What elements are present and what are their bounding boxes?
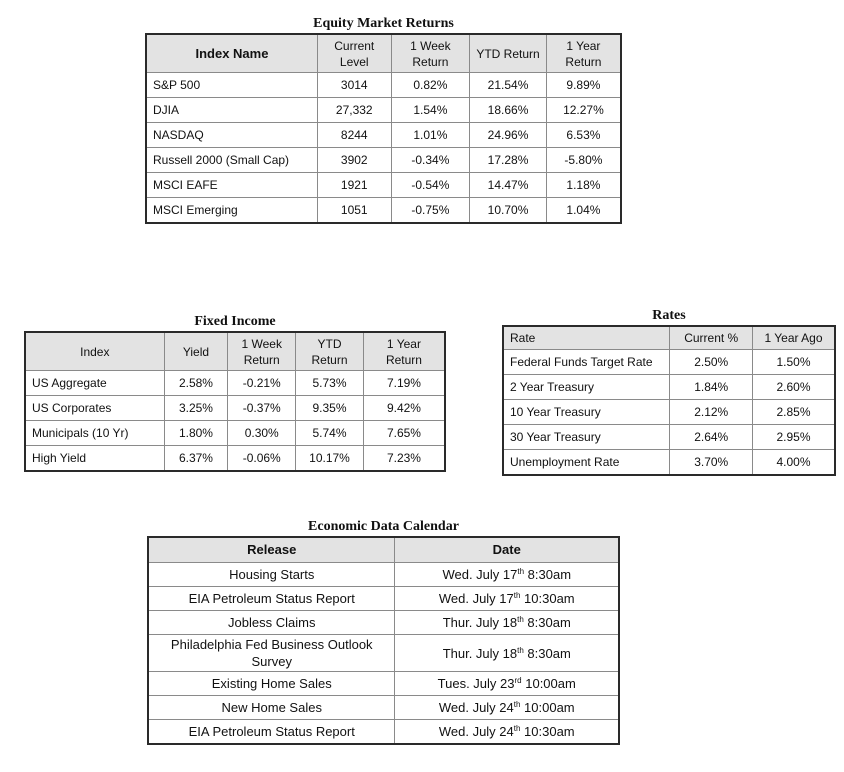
header-date: Date [395,537,619,563]
current-percent-cell: 1.84% [670,375,753,400]
date-time: 8:30am [524,567,572,582]
week-return-cell: -0.75% [391,198,470,224]
table-row [148,611,619,635]
rate-name-cell: Unemployment Rate [503,450,670,476]
table-row [25,371,445,396]
header-ytd-return: YTD Return [296,332,364,371]
header-yield: Yield [164,332,228,371]
week-return-cell: -0.21% [228,371,296,396]
header-index-name: Index Name [146,34,317,73]
date-text: Tues. July 23 [437,676,515,691]
date-text: Wed. July 24 [438,724,514,739]
ytd-return-cell: 10.17% [296,446,364,472]
week-return-cell: 0.82% [391,73,470,98]
index-name-cell: Russell 2000 (Small Cap) [146,148,317,173]
date-time: 10:00am [520,700,575,715]
year-ago-cell: 2.85% [753,400,836,425]
table-row [148,563,619,587]
header-1-year-ago: 1 Year Ago [753,326,836,350]
rate-name-cell: 10 Year Treasury [503,400,670,425]
date-ordinal: th [513,724,521,733]
table-row [503,400,835,425]
ytd-return-cell: 14.47% [470,173,547,198]
table-row [148,720,619,745]
date-cell [395,587,619,611]
year-return-cell: 1.18% [546,173,621,198]
index-name-cell: MSCI EAFE [146,173,317,198]
date-cell [395,563,619,587]
date-text: Wed. July 17 [442,567,518,582]
header-1-week-return: 1 Week Return [391,34,470,73]
week-return-cell: 1.54% [391,98,470,123]
date-text: Thur. July 18 [442,615,518,630]
yield-cell: 3.25% [164,396,228,421]
header-1-week-return: 1 Week Return [228,332,296,371]
current-level-cell: 1051 [317,198,391,224]
date-time: 10:30am [520,591,575,606]
ytd-return-cell: 21.54% [470,73,547,98]
rates-title: Rates [652,308,686,323]
year-return-cell: 7.23% [363,446,445,472]
table-row [503,375,835,400]
year-return-cell: 7.19% [363,371,445,396]
current-percent-cell: 2.50% [670,350,753,375]
header-1-year-return: 1 Year Return [363,332,445,371]
table-row [25,446,445,472]
index-name-cell: NASDAQ [146,123,317,148]
week-return-cell: -0.34% [391,148,470,173]
release-cell: New Home Sales [148,696,395,720]
table-row [503,425,835,450]
year-return-cell: 6.53% [546,123,621,148]
current-level-cell: 1921 [317,173,391,198]
year-return-cell: 12.27% [546,98,621,123]
equity-header-row [146,34,621,73]
table-row [146,148,621,173]
table-row [25,396,445,421]
rates-section [502,307,836,476]
date-cell [395,720,619,745]
date-ordinal: th [517,645,524,655]
calendar-header-row [148,537,619,563]
release-cell: Jobless Claims [148,611,395,635]
equity-returns-section [145,15,622,224]
date-ordinal: th [513,591,521,600]
year-ago-cell: 4.00% [753,450,836,476]
rate-name-cell: Federal Funds Target Rate [503,350,670,375]
week-return-cell: -0.54% [391,173,470,198]
rates-header-row [503,326,835,350]
fixed-income-section [24,313,446,472]
index-cell: US Corporates [25,396,164,421]
current-percent-cell: 2.12% [670,400,753,425]
date-time: 10:00am [521,676,576,691]
table-row [146,198,621,224]
ytd-return-cell: 5.74% [296,421,364,446]
header-release: Release [148,537,395,563]
header-current-percent: Current % [670,326,753,350]
year-return-cell: 9.89% [546,73,621,98]
rates-table [502,325,836,476]
current-level-cell: 8244 [317,123,391,148]
date-time: 10:30am [520,724,575,739]
year-ago-cell: 2.60% [753,375,836,400]
year-ago-cell: 1.50% [753,350,836,375]
ytd-return-cell: 10.70% [470,198,547,224]
current-percent-cell: 3.70% [670,450,753,476]
ytd-return-cell: 5.73% [296,371,364,396]
current-percent-cell: 2.64% [670,425,753,450]
table-row [148,696,619,720]
date-cell [395,672,619,696]
date-ordinal: rd [514,676,522,685]
index-name-cell: MSCI Emerging [146,198,317,224]
table-row [148,672,619,696]
ytd-return-cell: 17.28% [470,148,547,173]
rate-name-cell: 30 Year Treasury [503,425,670,450]
yield-cell: 6.37% [164,446,228,472]
week-return-cell: -0.37% [228,396,296,421]
index-cell: US Aggregate [25,371,164,396]
current-level-cell: 3014 [317,73,391,98]
release-cell: Existing Home Sales [148,672,395,696]
date-ordinal: th [513,700,521,709]
table-row [146,73,621,98]
ytd-return-cell: 9.35% [296,396,364,421]
current-level-cell: 27,332 [317,98,391,123]
table-row [146,98,621,123]
fixed-income-title: Fixed Income [194,314,276,329]
date-ordinal: th [517,615,524,624]
header-1-year-return: 1 Year Return [546,34,621,73]
header-rate: Rate [503,326,670,350]
release-cell: Philadelphia Fed Business Outlook Survey [148,635,395,672]
year-return-cell: 9.42% [363,396,445,421]
date-cell [395,635,619,672]
rate-name-cell: 2 Year Treasury [503,375,670,400]
date-text: Wed. July 17 [438,591,514,606]
table-row [25,421,445,446]
release-cell: EIA Petroleum Status Report [148,587,395,611]
ytd-return-cell: 24.96% [470,123,547,148]
date-ordinal: th [517,567,525,576]
economic-calendar-table [147,536,620,745]
table-row [503,350,835,375]
fixed-income-header-row [25,332,445,371]
date-cell [395,696,619,720]
table-row [146,123,621,148]
date-time: 8:30am [523,615,571,630]
index-cell: High Yield [25,446,164,472]
table-row [503,450,835,476]
release-cell: EIA Petroleum Status Report [148,720,395,745]
header-index: Index [25,332,164,371]
table-row [146,173,621,198]
equity-returns-title: Equity Market Returns [313,16,454,31]
release-cell: Housing Starts [148,563,395,587]
yield-cell: 2.58% [164,371,228,396]
table-row [148,635,619,672]
date-cell [395,611,619,635]
date-text: Thur. July 18 [442,645,518,661]
economic-calendar-section [147,518,620,745]
ytd-return-cell: 18.66% [470,98,547,123]
table-row [148,587,619,611]
date-time: 8:30am [523,645,571,661]
week-return-cell: -0.06% [228,446,296,472]
equity-returns-table [145,33,622,224]
year-return-cell: 1.04% [546,198,621,224]
fixed-income-table [24,331,446,472]
year-return-cell: -5.80% [546,148,621,173]
date-text: Wed. July 24 [438,700,514,715]
index-name-cell: DJIA [146,98,317,123]
header-current-level: Current Level [317,34,391,73]
index-name-cell: S&P 500 [146,73,317,98]
index-cell: Municipals (10 Yr) [25,421,164,446]
week-return-cell: 1.01% [391,123,470,148]
current-level-cell: 3902 [317,148,391,173]
economic-calendar-title: Economic Data Calendar [308,519,459,534]
yield-cell: 1.80% [164,421,228,446]
header-ytd-return: YTD Return [470,34,547,73]
week-return-cell: 0.30% [228,421,296,446]
year-return-cell: 7.65% [363,421,445,446]
year-ago-cell: 2.95% [753,425,836,450]
